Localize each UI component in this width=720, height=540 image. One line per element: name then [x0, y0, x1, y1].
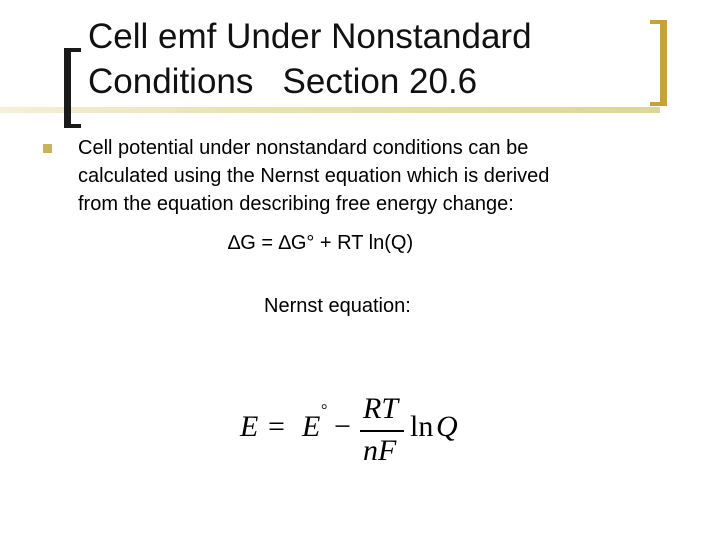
title-line-1: Cell emf Under Nonstandard: [88, 17, 532, 56]
formula-numerator: RT: [363, 392, 399, 425]
nernst-label: Nernst equation:: [264, 295, 411, 317]
left-bracket-decoration: [64, 48, 81, 128]
formula-lhs: E: [240, 410, 259, 443]
bullet-line-2: calculated using the Nernst equation which is derived: [78, 165, 550, 187]
title-underline-bar: [0, 107, 660, 113]
formula-denominator: nF: [363, 434, 397, 467]
formula-degree-mark: °: [321, 402, 328, 419]
formula-equals: =: [268, 410, 285, 443]
formula-e-standard: E: [302, 410, 321, 443]
formula-ln: ln: [410, 410, 434, 443]
title-line-2: Conditions Section 20.6: [88, 62, 478, 101]
right-bracket-decoration: [650, 20, 667, 106]
formula-minus: −: [334, 410, 351, 443]
bullet-square-icon: [43, 144, 52, 153]
slide-title: [88, 14, 648, 104]
bullet-text: [78, 134, 678, 218]
gibbs-equation: ∆G = ∆G° + RT ln(Q): [228, 232, 414, 254]
formula-q: Q: [436, 410, 458, 443]
fraction-bar: [360, 430, 404, 432]
bullet-line-1: Cell potential under nonstandard conditions can be: [78, 137, 529, 159]
bullet-line-3: from the equation describing free energy change:: [78, 193, 514, 215]
